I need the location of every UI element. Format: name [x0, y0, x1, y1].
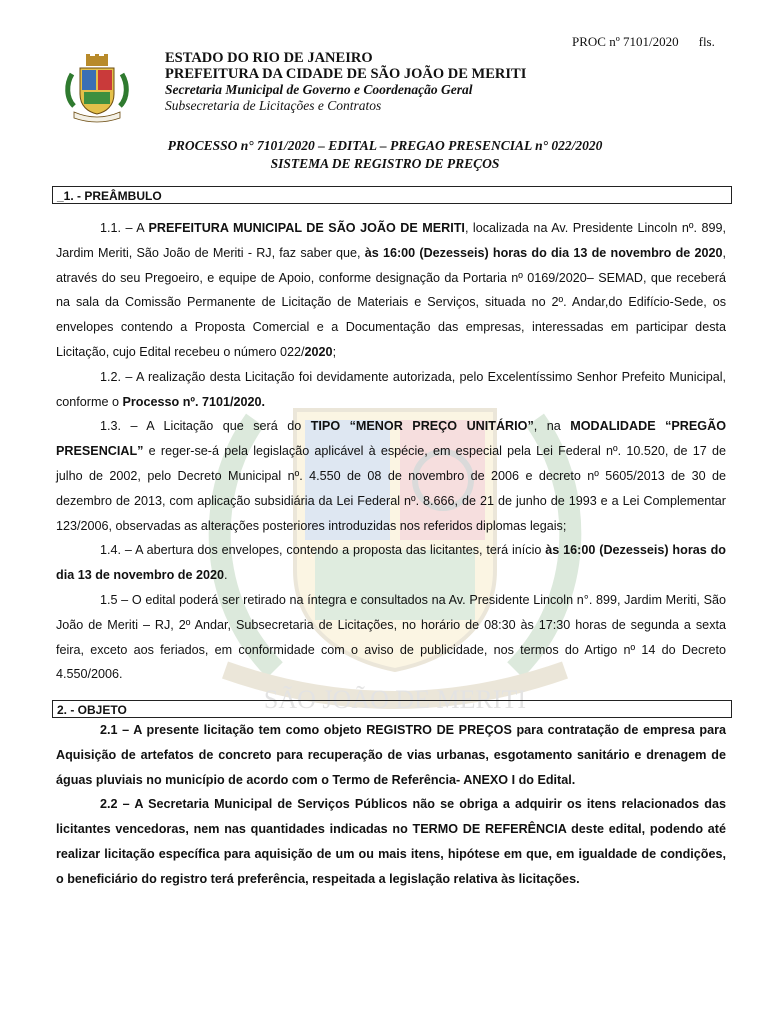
coat-of-arms-icon [62, 54, 132, 124]
text-run: 1.1. – A [100, 221, 149, 235]
fls-label: fls. [698, 34, 715, 49]
subsecretariat-name: Subsecretaria de Licitações e Contratos [165, 98, 382, 113]
paragraph-2-1: 2.1 – A presente licitação tem como objeto REGISTRO DE PREÇOS para contratação de empresa para Aquisição de artefatos de concreto para recuperação de vias urbanas, esgotamento sanitário e drenagem de águas pluviais no município de acordo com o Termo de Referência- ANEXO I do Edital. [56, 723, 726, 787]
text-run: , através do seu Pregoeiro, e equipe de Apoio, conforme designação da Portaria nº 0169/2020– SEMAD, que receberá na sala da Comissão Permanente de Licitação de Materiais e Serviços, situada no 2º. Andar,do Edifício-Sede, os envelopes contendo a Proposta Comercial e a Documentação das empresas, interessadas em participar desta Licitação, cujo Edital recebeu o número 022/ [56, 245, 727, 359]
text-run: PREFEITURA MUNICIPAL DE SÃO JOÃO DE MERITI [148, 221, 465, 235]
organization-header [165, 50, 526, 114]
process-reference [572, 34, 715, 50]
preamble-body [56, 216, 726, 687]
text-run: 1.3. – A Licitação que será do [100, 419, 311, 434]
proc-number: PROC nº 7101/2020 [572, 34, 679, 49]
text-run: , localizada na Av. Presidente Lincoln nº. 899, Jardim Meriti, São João de Meriti - RJ, faz saber que, [56, 221, 726, 260]
object-body [56, 718, 726, 892]
text-run: , na [533, 419, 571, 434]
watermark-text: SÃO JOÃO DE MERITI [263, 685, 527, 714]
section-object-header: 2. - OBJETO [52, 700, 732, 718]
text-run: às 16:00 (Dezesseis) horas do dia 13 de novembro de 2020 [364, 245, 723, 260]
system-title: SISTEMA DE REGISTRO DE PREÇOS [270, 156, 500, 171]
paragraph-2-2: 2.2 – A Secretaria Municipal de Serviços Públicos não se obriga a adquirir os itens relacionados das licitantes vencedoras, nem nas quantidades indicadas no TERMO DE REFERÊNCIA deste edital, podendo até realizar licitação específica para aquisição de um ou mais itens, hipótese em que, em igualdade de condições, o beneficiário do registro terá preferência, respeitada a legislação relativa às licitações. [56, 797, 726, 886]
text-run: TIPO “MENOR PREÇO UNITÁRIO” [310, 419, 534, 434]
text-run: e reger-se-á pela legislação aplicável à espécie, em especial pela Lei Federal nº. 10.520, de 17 de julho de 2002, pelo Decreto Municipal nº. 4.550 de 08 de novembro de 2006 e decreto nº 5605/2013 de 30 de dezembro de 2013, com aplicação subsidiária da Lei Federal nº. 8.666, de 21 de junho de 1993 e a Lei Complementar 123/2006, observadas as alterações posteriores introduzidas nos referidos diplomas legais; [56, 444, 726, 533]
text-run: MODALIDADE “PREGÃO PRESENCIAL” [56, 419, 726, 459]
text-run: . [224, 568, 228, 583]
paragraph-1-1 [56, 216, 726, 365]
text-run: 1.2. – A realização desta Licitação foi devidamente autorizada, pelo Excelentíssimo Senhor Prefeito Municipal, conforme o [56, 369, 726, 409]
document-titles [0, 137, 770, 173]
text-run: Processo nº. 7101/2020. [122, 394, 266, 409]
paragraph-1-5: 1.5 – O edital poderá ser retirado na íntegra e consultados na Av. Presidente Lincoln n°. 899, Jardim Meriti, São João de Meriti – RJ, 2º Andar, Subsecretaria de Licitações, no horário de 08:30 às 17:30 horas de segunda a sexta feira, exceto aos feriados, em conformidade com o aviso de publicidade, nos termos do Artigo nº 14 do Decreto 4.550/2006. [56, 592, 726, 682]
paragraph-1-2 [56, 365, 726, 415]
state-name: ESTADO DO RIO DE JANEIRO [165, 50, 373, 66]
text-run: 2020 [304, 344, 333, 359]
section-preamble-header: _1. - PREÂMBULO [52, 186, 732, 204]
secretariat-name: Secretaria Municipal de Governo e Coordenação Geral [165, 82, 473, 97]
text-run: às 16:00 (Dezesseis) horas do dia 13 de novembro de 2020 [56, 543, 726, 583]
text-run: 1.4. – A abertura dos envelopes, contendo a proposta das licitantes, terá início [100, 543, 546, 558]
text-run: ; [332, 344, 337, 359]
paragraph-1-3 [56, 414, 726, 538]
city-hall-name: PREFEITURA DA CIDADE DE SÃO JOÃO DE MERITI [165, 66, 527, 82]
process-title: PROCESSO n° 7101/2020 – EDITAL – PREGAO PRESENCIAL n° 022/2020 [167, 138, 603, 153]
paragraph-1-4 [56, 538, 726, 588]
